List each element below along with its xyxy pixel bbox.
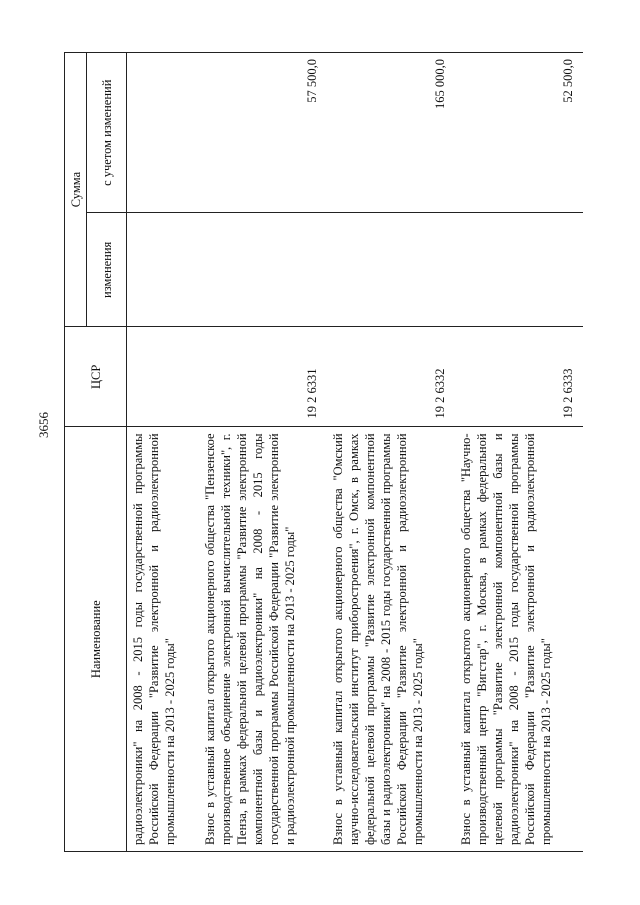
row-total: 57 500,0 bbox=[199, 53, 327, 214]
row-total: 52 500,0 bbox=[455, 53, 583, 214]
row-csr: 19 2 6333 bbox=[455, 327, 583, 427]
table-row bbox=[127, 53, 199, 852]
row-name: Взнос в уставный капитал открытого акционерного общества "Омский научно-исследовательский институт приборостроения", г. Омск, в рамках федеральной целевой программы "Развитие электронной компонентной базы и радиоэлектроники" на 2008 - 2015 годы государственной программы Российской Федерации "Развитие электронной и радиоэлектронной промышленности на 2013 - 2025 годы" bbox=[327, 427, 455, 852]
row-change bbox=[199, 213, 327, 327]
row-name: радиоэлектроники" на 2008 - 2015 годы государственной программы Российской Федерации "Развитие электронной и радиоэлектронной промышленности на 2013 - 2025 годы" bbox=[127, 427, 199, 852]
row-csr: 19 2 6331 bbox=[199, 327, 327, 427]
row-total: 165 000,0 bbox=[327, 53, 455, 214]
header-name: Наименование bbox=[65, 427, 127, 852]
row-name: Взнос в уставный капитал открытого акционерного общества "Пензенское производственное объединение электронной вычислительной техники", г. Пенза, в рамках федеральной целевой программы "Развитие электронной компонентной базы и радиоэлектроники" на 2008 - 2015 годы государственной программы Российской Федерации "Развитие электронной и радиоэлектронной промышленности на 2013 - 2025 годы" bbox=[199, 427, 327, 852]
header-change: изменения bbox=[87, 213, 127, 327]
row-change bbox=[127, 213, 199, 327]
table-row bbox=[199, 53, 327, 852]
header-with-changes: с учетом изменений bbox=[87, 53, 127, 214]
row-csr bbox=[127, 327, 199, 427]
row-total bbox=[127, 53, 199, 214]
budget-table-sheet bbox=[64, 52, 584, 852]
row-name: Взнос в уставный капитал открытого акционерного общества "Научно-производственный центр "Вигстар", г. Москва, в рамках федеральной целевой программы "Развитие электронной компонентной базы и радиоэлектроники" на 2008 - 2015 годы государственной программы Российской Федерации "Развитие электронной и радиоэлектронной промышленности на 2013 - 2025 годы" bbox=[455, 427, 583, 852]
header-csr: ЦСР bbox=[65, 327, 127, 427]
row-change bbox=[455, 213, 583, 327]
header-sum: Сумма bbox=[65, 53, 87, 327]
table-row bbox=[327, 53, 455, 852]
page-number: 3656 bbox=[36, 412, 51, 438]
budget-table bbox=[64, 52, 583, 852]
row-change bbox=[327, 213, 455, 327]
table-row bbox=[455, 53, 583, 852]
row-csr: 19 2 6332 bbox=[327, 327, 455, 427]
